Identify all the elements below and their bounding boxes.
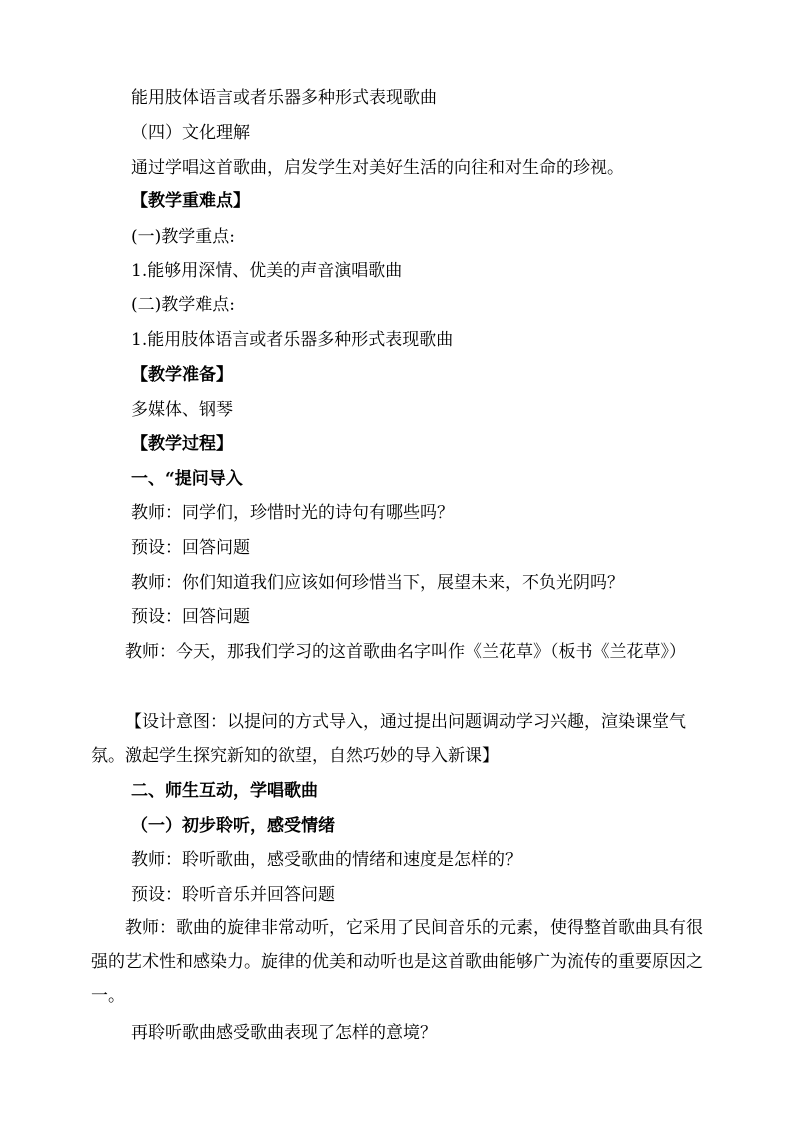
text-line-listen-again: 再聆听歌曲感受歌曲表现了怎样的意境？	[131, 1023, 437, 1043]
text-line-cultural-goal: 通过学唱这首歌曲，启发学生对美好生活的向往和对生命的珍视。	[131, 158, 624, 178]
text-line-materials: 多媒体、钢琴	[131, 400, 233, 420]
heading-teaching-process: 【教学过程】	[131, 434, 233, 454]
text-line-preset-listen-answer: 预设：聆听音乐并回答问题	[131, 885, 335, 905]
text-line-teacher-listen-question: 教师：聆听歌曲，感受歌曲的情绪和速度是怎样的？	[131, 850, 522, 870]
paragraph-design-intent: 【设计意图：以提问的方式导入，通过提出问题调动学习兴趣，渲染课堂气氛。激起学生探究新知的欲望，自然巧妙的导入新课】	[91, 712, 686, 766]
subheading-key-points: (一)教学重点:	[131, 227, 235, 247]
paragraph-melody-description: 教师：歌曲的旋律非常动听，它采用了民间音乐的元素，使得整首歌曲具有很强的艺术性和感染力。旋律的优美和动听也是这首歌曲能够广为流传的重要原因之一。	[91, 918, 703, 1006]
heading-key-difficult-points: 【教学重难点】	[131, 191, 250, 211]
text-line-key-point-1: 1.能够用深情、优美的声音演唱歌曲	[131, 261, 403, 281]
paragraph-teacher-today: 教师：今天，那我们学习的这首歌曲名字叫作《兰花草》（板书《兰花草》）	[125, 642, 686, 662]
subheading-difficult-points: (二)教学难点:	[131, 295, 235, 315]
text-line-performance-forms: 能用肢体语言或者乐器多种形式表现歌曲	[131, 88, 437, 108]
text-line-teacher-question-1: 教师：同学们，珍惜时光的诗句有哪些吗？	[131, 503, 454, 523]
subheading-first-listening: （一）初步聆听，感受情绪	[131, 816, 335, 836]
text-line-teacher-question-2: 教师：你们知道我们应该如何珍惜当下，展望未来，不负光阴吗？	[131, 573, 624, 593]
text-line-difficult-point-1: 1.能用肢体语言或者乐器多种形式表现歌曲	[131, 330, 454, 350]
text-line-preset-answer-1: 预设：回答问题	[131, 538, 250, 558]
subheading-cultural-understanding: （四）文化理解	[131, 123, 250, 143]
text-line-preset-answer-2: 预设：回答问题	[131, 607, 250, 627]
section-heading-question-intro: 一、“提问导入	[131, 469, 243, 489]
heading-teaching-preparation: 【教学准备】	[131, 365, 233, 385]
section-heading-interaction: 二、师生互动，学唱歌曲	[131, 781, 318, 801]
